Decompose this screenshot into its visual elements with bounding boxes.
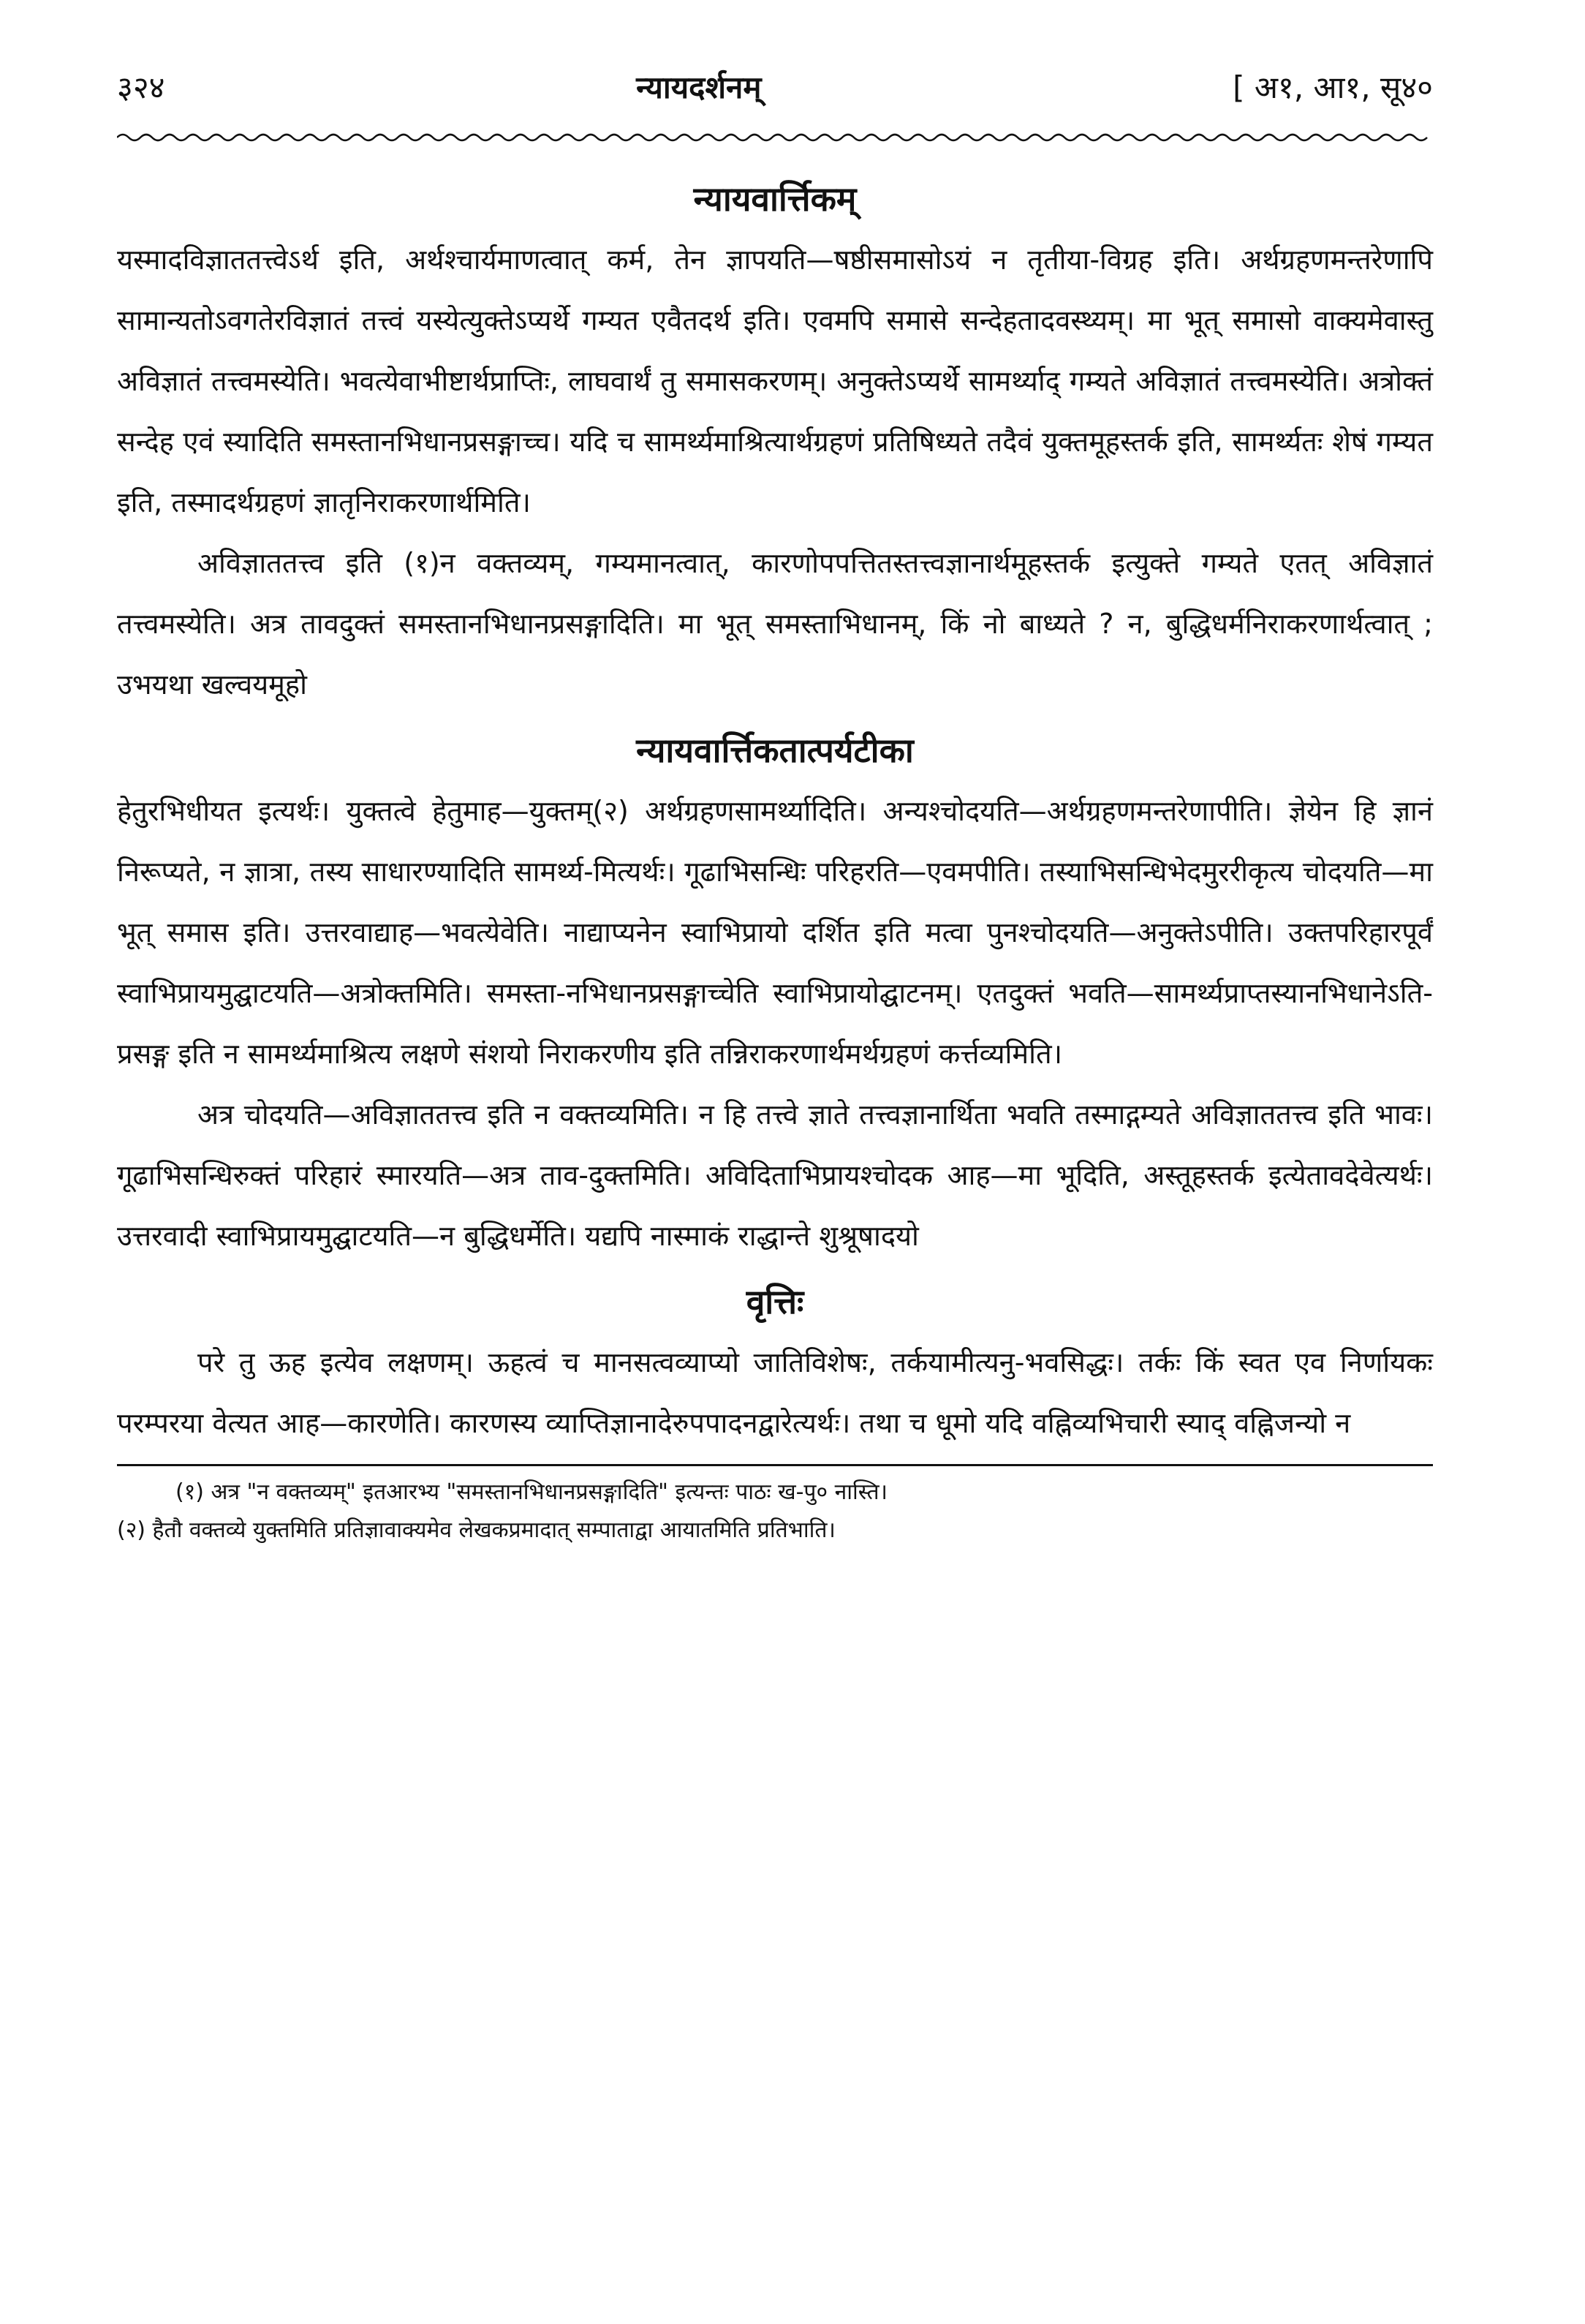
footnote: (१) अत्र "न वक्तव्यम्" इतआरभ्य "समस्तानभिधानप्रसङ्गादिति" इत्यन्तः पाठः ख-पु० नास्ति। xyxy=(175,1479,888,1505)
section-title-tatparyatika: न्यायवार्त्तिकतात्पर्यटीका xyxy=(636,731,914,770)
running-title: न्यायदर्शनम् xyxy=(636,69,762,105)
footnote-rule xyxy=(117,1464,1433,1466)
wavy-rule xyxy=(117,129,1433,146)
section-title-nyayavarttikam: न्यायवार्त्तिकम् xyxy=(693,179,857,219)
paragraph: अत्र चोदयति—अविज्ञाततत्त्व इति न वक्तव्यमिति। न हि तत्त्वे ज्ञाते तत्त्वज्ञानार्थिता भवति तस्माद्गम्यते अविज्ञाततत्त्व इति भावः। गूढाभिसन्धिरुक्तं परिहारं स्मारयति—अत्र ताव-दुक्तमिति। अविदिताभिप्रायश्चोदक आह—मा भूदिति, अस्तूहस्तर्क इत्येतावदेवेत्यर्थः। उत्तरवादी स्वाभिप्रायमुद्घाटयति—न बुद्धिधर्मेति। यद्यपि नास्माकं राद्धान्ते शुश्रूषादयो xyxy=(117,1098,1433,1252)
paragraph: हेतुरभिधीयत इत्यर्थः। युक्तत्वे हेतुमाह—युक्तम्(२) अर्थग्रहणसामर्थ्यादिति। अन्यश्चोदयति—अर्थग्रहणमन्तरेणापीति। ज्ञेयेन हि ज्ञानं निरूप्यते, न ज्ञात्रा, तस्य साधारण्यादिति सामर्थ्य-मित्यर्थः। गूढाभिसन्धिः परिहरति—एवमपीति। तस्याभिसन्धिभेदमुररीकृत्य चोदयति—मा भूत् समास इति। उत्तरवाद्याह—भवत्येवेति। नाद्याप्यनेन स्वाभिप्रायो दर्शित इति मत्वा पुनश्चोदयति—अनुक्तेऽपीति। उक्तपरिहारपूर्वं स्वाभिप्रायमुद्घाटयति—अत्रोक्तमिति। समस्ता-नभिधानप्रसङ्गाच्चेति स्वाभिप्रायोद्घाटनम्। एतदुक्तं भवति—सामर्थ्यप्राप्तस्यानभिधानेऽति-प्रसङ्ग इति न सामर्थ्यमाश्रित्य लक्षणे संशयो निराकरणीय इति तन्निराकरणार्थमर्थग्रहणं कर्त्तव्यमिति। xyxy=(117,795,1433,1070)
paragraph: परे तु ऊह इत्येव लक्षणम्। ऊहत्वं च मानसत्वव्याप्यो जातिविशेषः, तर्कयामीत्यनु-भवसिद्धः। तर्कः किं स्वत एव निर्णायकः परम्परया वेत्यत आह—कारणेति। कारणस्य व्याप्तिज्ञानादेरुपपादनद्वारेत्यर्थः। तथा च धूमो यदि वह्निव्यभिचारी स्याद् वह्निजन्यो न xyxy=(117,1346,1433,1439)
section-reference: [ अ१, आ१, सू४० xyxy=(1233,69,1433,105)
page-number: ३२४ xyxy=(117,69,165,105)
footnote: (२) हैतौ वक्तव्ये युक्तमिति प्रतिज्ञावाक्यमेव लेखकप्रमादात् सम्पाताद्वा आयातमिति प्रतिभाति। xyxy=(117,1517,836,1543)
section-title-vrttih: वृत्तिः xyxy=(746,1282,804,1321)
paragraph: अविज्ञाततत्त्व इति (१)न वक्तव्यम्, गम्यमानत्वात्, कारणोपपत्तितस्तत्त्वज्ञानार्थमूहस्तर्क इत्युक्ते गम्यते एतत् अविज्ञातं तत्त्वमस्येति। अत्र तावदुक्तं समस्तानभिधानप्रसङ्गादिति। मा भूत् समस्ताभिधानम्, किं नो बाध्यते ? न, बुद्धिधर्मनिराकरणार्थत्वात् ; उभयथा खल्वयमूहो xyxy=(117,547,1433,701)
paragraph: यस्मादविज्ञाततत्त्वेऽर्थ इति, अर्थश्चार्यमाणत्वात् कर्म, तेन ज्ञापयति—षष्ठीसमासोऽयं न तृतीया-विग्रह इति। अर्थग्रहणमन्तरेणापि सामान्यतोऽवगतेरविज्ञातं तत्त्वं यस्येत्युक्तेऽप्यर्थे गम्यत एवैतदर्थ इति। एवमपि समासे सन्देहतादवस्थ्यम्। मा भूत् समासो वाक्यमेवास्तु अविज्ञातं तत्त्वमस्येति। भवत्येवाभीष्टार्थप्राप्तिः, लाघवार्थं तु समासकरणम्। अनुक्तेऽप्यर्थे सामर्थ्याद् गम्यते अविज्ञातं तत्त्वमस्येति। अत्रोक्तं सन्देह एवं स्यादिति समस्तानभिधानप्रसङ्गाच्च। यदि च सामर्थ्यमाश्रित्यार्थग्रहणं प्रतिषिध्यते तदैवं युक्तमूहस्तर्क इति, सामर्थ्यतः शेषं गम्यत इति, तस्मादर्थग्रहणं ज्ञातृनिराकरणार्थमिति। xyxy=(117,244,1433,518)
document-page xyxy=(117,66,1433,1550)
page-header xyxy=(117,66,1433,124)
